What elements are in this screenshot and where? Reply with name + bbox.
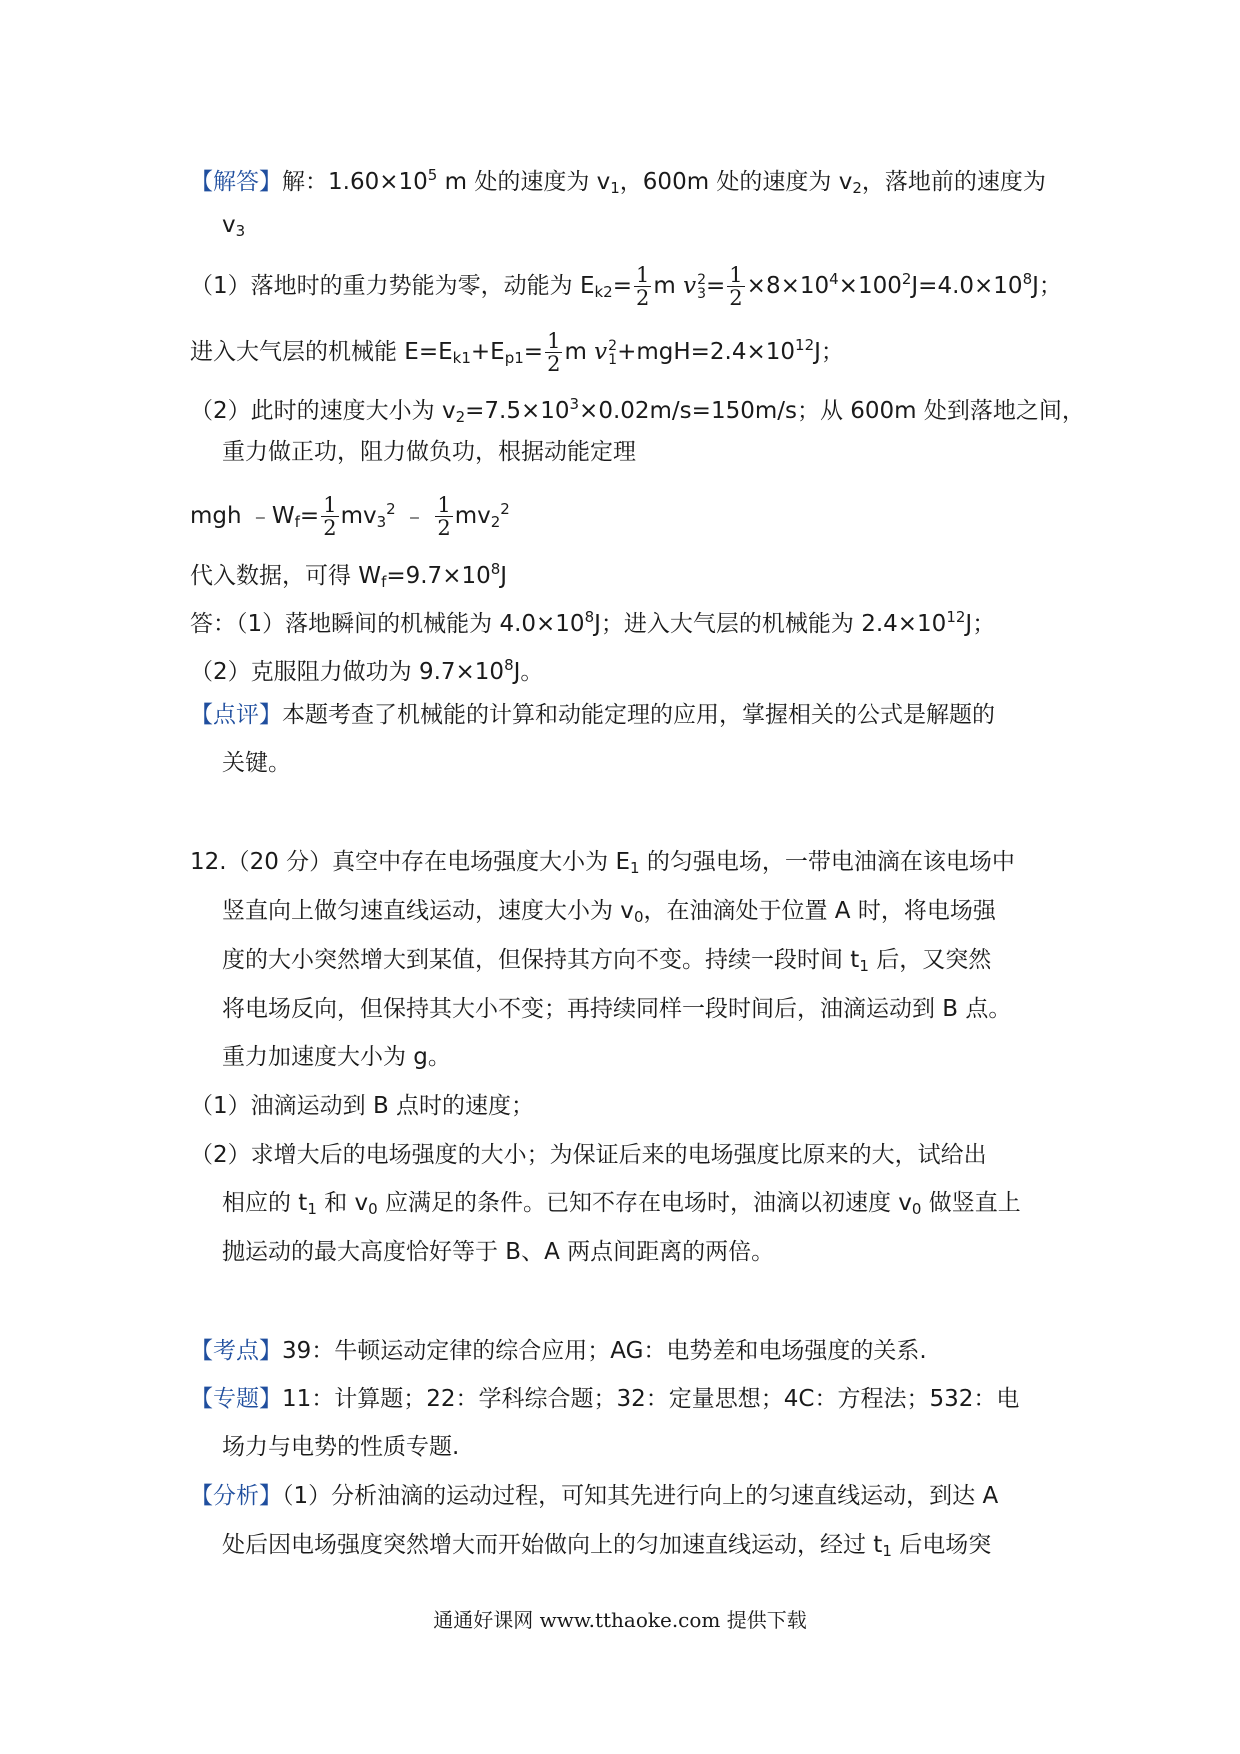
variable-v: v [683, 273, 697, 299]
subscript: 1 [610, 179, 620, 197]
kaodian-tag: 【考点】 [190, 1338, 282, 1364]
text: 度的大小突然增大到某值，但保持其方向不变。持续一段时间 t [222, 947, 860, 973]
text: m 处的速度为 v [437, 169, 611, 195]
text: mv [340, 503, 377, 529]
answer-part1-line [190, 264, 1062, 309]
exponent: 2 [901, 270, 912, 288]
subscript: 3 [697, 285, 707, 302]
sup-sub-stack [608, 339, 617, 367]
review-tag: 【点评】 [190, 702, 282, 728]
exponent: 8 [1022, 270, 1033, 288]
fraction [321, 494, 338, 539]
superscript: 2 [386, 500, 396, 518]
text: = [523, 339, 544, 365]
fraction-numerator: 1 [636, 263, 650, 287]
subscript: 3 [376, 513, 387, 531]
text: 处后因电场强度突然增大而开始做向上的匀加速直线运动，经过 t [222, 1532, 883, 1558]
text: J=4.0×10 [911, 273, 1023, 299]
text: 答：（1）落地瞬间的机械能为 4.0×10 [190, 611, 585, 637]
text: ×8×10 [746, 273, 830, 299]
subscript: 2 [490, 513, 501, 531]
substitution-line [190, 554, 507, 597]
question-12-line-5 [222, 1042, 451, 1072]
text: 相应的 t [222, 1190, 308, 1216]
fraction-numerator: 1 [323, 493, 337, 517]
text: （2）此时的速度大小为 v [190, 398, 456, 424]
exponent: 5 [427, 166, 438, 184]
text: J；进入大气层的机械能为 2.4×10 [594, 611, 947, 637]
subscript: 2 [852, 179, 862, 197]
final-answer-2 [190, 650, 543, 687]
text: 进入大气层的机械能 E=E [190, 339, 453, 365]
exponent: 8 [490, 560, 501, 578]
kaodian-line [190, 1336, 927, 1366]
text: 的匀强电场，一带电油滴在该电场中 [639, 849, 1015, 875]
fraction-denominator: 2 [547, 352, 561, 376]
superscript: 2 [608, 337, 618, 354]
work-energy-equation [190, 494, 510, 539]
text: 39：牛顿运动定律的综合应用；AG：电势差和电场强度的关系. [282, 1338, 927, 1364]
text: 后，又突然 [868, 947, 992, 973]
exponent: 12 [946, 608, 966, 626]
text: J； [814, 339, 844, 365]
answer-intro-cont [222, 210, 245, 246]
subscript: 0 [368, 1200, 378, 1218]
fenxi-line [190, 1481, 998, 1511]
exponent: 8 [584, 608, 595, 626]
text: （2）求增大后的电场强度的大小；为保证后来的电场强度比原来的大，试给出 [190, 1142, 987, 1168]
subscript: 1 [608, 351, 618, 368]
exponent: 4 [829, 270, 839, 288]
subscript: 1 [630, 859, 640, 877]
subscript: k2 [594, 283, 613, 301]
subscript: 0 [633, 908, 644, 926]
question-12-part-1 [190, 1091, 534, 1121]
text: J。 [513, 659, 544, 685]
variable-v: v [594, 339, 608, 365]
text: ，在油滴处于位置 A 时，将电场强 [643, 898, 996, 924]
text: （1）落地时的重力势能为零，动能为 E [190, 273, 595, 299]
superscript: 2 [500, 500, 510, 518]
text: 场力与电势的性质专题. [222, 1434, 460, 1460]
question-12-line-1 [190, 847, 1015, 883]
text: = [706, 273, 726, 299]
question-12-part-2-cont-2 [222, 1237, 774, 1267]
text: mgh ﹣W [190, 503, 295, 529]
subscript: k1 [452, 349, 471, 367]
text: （2）克服阻力做功为 9.7×10 [190, 659, 505, 685]
text: J； [965, 611, 996, 637]
text: ﹣ [395, 503, 434, 529]
zhuanti-cont [222, 1432, 459, 1462]
text: 竖直向上做匀速直线运动，速度大小为 v [222, 898, 634, 924]
text: v [222, 212, 236, 238]
text: J； [1032, 273, 1062, 299]
fraction-numerator: 1 [729, 263, 743, 287]
text: 应满足的条件。已知不存在电场时，油滴以初速度 v [377, 1190, 912, 1216]
answer-part2-cont [222, 437, 636, 467]
fraction-denominator: 2 [437, 516, 451, 540]
fenxi-tag: 【分析】 [190, 1483, 282, 1509]
fraction [545, 330, 562, 375]
text: J [500, 563, 508, 589]
review-line [190, 700, 995, 730]
question-12-part-2-cont-1 [222, 1188, 1021, 1224]
question-12-line-3 [222, 945, 991, 981]
sup-sub-stack [697, 273, 706, 301]
subscript: 2 [455, 408, 466, 426]
text: 代入数据，可得 W [190, 563, 382, 589]
text: m [564, 339, 595, 365]
text: 12.（20 分）真空中存在电场强度大小为 E [190, 849, 630, 875]
superscript: 2 [697, 271, 707, 288]
final-answer-1 [190, 602, 995, 639]
subscript: 0 [911, 1200, 922, 1218]
review-cont [222, 748, 291, 778]
text: = [299, 503, 320, 529]
subscript: 1 [859, 957, 869, 975]
fraction [727, 264, 744, 309]
zhuanti-line [190, 1384, 1019, 1414]
text: 抛运动的最大高度恰好等于 B、A 两点间距离的两倍。 [222, 1239, 775, 1265]
answer-part2-line [190, 389, 1085, 432]
text: 后电场突 [891, 1532, 992, 1558]
answer-intro-line [190, 160, 1046, 203]
exponent: 3 [569, 395, 580, 413]
text: ，600m 处的速度为 v [619, 169, 853, 195]
subscript: p1 [504, 349, 524, 367]
fraction-denominator: 2 [323, 516, 337, 540]
text: =9.7×10 [386, 563, 491, 589]
text: 重力做正功，阻力做负功，根据动能定理 [222, 439, 636, 465]
fraction-denominator: 2 [636, 286, 650, 310]
text: = [612, 273, 632, 299]
text: =7.5×10 [465, 398, 570, 424]
text: （1）油滴运动到 B 点时的速度； [190, 1093, 535, 1119]
fraction-denominator: 2 [729, 286, 743, 310]
subscript: f [294, 513, 300, 531]
text: ，落地前的速度为 [861, 169, 1046, 195]
question-12-part-2 [190, 1140, 987, 1170]
fraction-numerator: 1 [547, 329, 561, 353]
question-12-line-2 [222, 896, 996, 932]
page-footer: 通通好课网 www.tthaoke.com 提供下载 [433, 1608, 807, 1632]
text: mv [454, 503, 491, 529]
text: m [653, 273, 684, 299]
question-12-line-4 [222, 994, 1011, 1024]
fraction [435, 494, 452, 539]
text: ×100 [838, 273, 902, 299]
answer-tag: 【解答】 [190, 169, 282, 195]
exponent: 12 [795, 336, 815, 354]
subscript: f [381, 573, 387, 591]
subscript: 1 [307, 1200, 317, 1218]
text: 11：计算题；22：学科综合题；32：定量思想；4C：方程法；532：电 [282, 1386, 1020, 1412]
text: +mgH=2.4×10 [617, 339, 796, 365]
text: +E [470, 339, 505, 365]
fenxi-cont [222, 1530, 991, 1566]
fraction-numerator: 1 [437, 493, 451, 517]
text: 将电场反向，但保持其大小不变；再持续同样一段时间后，油滴运动到 B 点。 [222, 996, 1012, 1022]
text: 和 v [316, 1190, 369, 1216]
text: 关键。 [222, 750, 291, 776]
zhuanti-tag: 【专题】 [190, 1386, 282, 1412]
answer-part1-energy-line [190, 330, 844, 375]
fraction [634, 264, 651, 309]
text: 做竖直上 [921, 1190, 1021, 1216]
text: 重力加速度大小为 g。 [222, 1044, 451, 1070]
exponent: 8 [504, 656, 514, 674]
text: ×0.02m/s=150m/s；从 600m 处到落地之间， [579, 398, 1085, 424]
subscript: 1 [882, 1542, 892, 1560]
subscript: 3 [235, 222, 246, 240]
text: 解：1.60×10 [282, 169, 428, 195]
text: （1）分析油滴的运动过程，可知其先进行向上的匀速直线运动，到达 A [282, 1483, 999, 1509]
text: 本题考查了机械能的计算和动能定理的应用，掌握相关的公式是解题的 [282, 702, 995, 728]
